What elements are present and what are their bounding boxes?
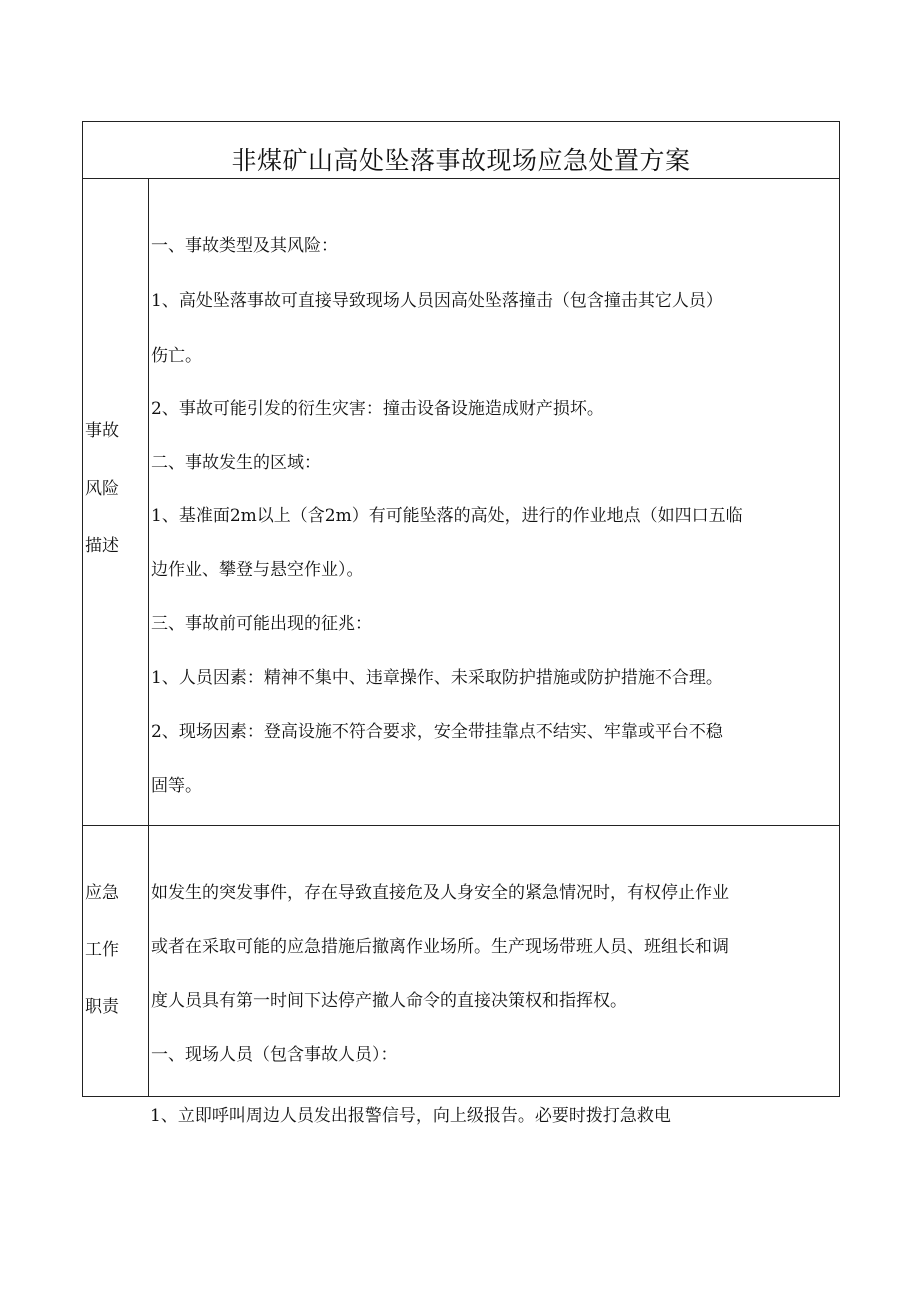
paragraph-line: 1、人员因素：精神不集中、违章操作、未采取防护措施或防护措施不合理。 bbox=[151, 668, 723, 688]
risk-description-content bbox=[149, 179, 839, 826]
document-title: 非煤矿山高处坠落事故现场应急处置方案 bbox=[83, 122, 839, 179]
section-heading: 一、现场人员（包含事故人员）： bbox=[151, 1045, 398, 1065]
risk-label-line: 风险 bbox=[85, 479, 119, 499]
emergency-label-line: 职责 bbox=[85, 997, 119, 1017]
paragraph-line: 伤亡。 bbox=[151, 346, 202, 366]
section-heading: 二、事故发生的区域： bbox=[151, 453, 321, 473]
emergency-duty-content bbox=[149, 826, 839, 1096]
risk-description-label bbox=[83, 179, 149, 826]
risk-label-line: 描述 bbox=[85, 536, 119, 556]
emergency-label-line: 工作 bbox=[85, 940, 119, 960]
paragraph-line: 固等。 bbox=[151, 776, 202, 796]
paragraph-line: 1、立即呼叫周边人员发出报警信号，向上级报告。必要时拨打急救电 bbox=[150, 1106, 671, 1126]
paragraph-line: 1、高处坠落事故可直接导致现场人员因高处坠落撞击（包含撞击其它人员） bbox=[151, 291, 723, 311]
paragraph-line: 度人员具有第一时间下达停产撤人命令的直接决策权和指挥权。 bbox=[151, 991, 627, 1011]
paragraph-line: 边作业、攀登与悬空作业）。 bbox=[151, 560, 364, 580]
paragraph-line: 1、基准面2m以上（含2m）有可能坠落的高处，进行的作业地点（如四口五临 bbox=[151, 506, 743, 526]
paragraph-line: 或者在采取可能的应急措施后撤离作业场所。生产现场带班人员、班组长和调 bbox=[151, 937, 729, 957]
paragraph-line: 2、现场因素：登高设施不符合要求，安全带挂靠点不结实、牢靠或平台不稳 bbox=[151, 722, 723, 742]
emergency-label-line: 应急 bbox=[85, 883, 119, 903]
risk-label-line: 事故 bbox=[85, 421, 119, 441]
section-heading: 一、事故类型及其风险： bbox=[151, 236, 338, 256]
paragraph-line: 2、事故可能引发的衍生灾害：撞击设备设施造成财产损坏。 bbox=[151, 399, 604, 419]
emergency-duty-label bbox=[83, 826, 149, 1096]
emergency-plan-table bbox=[82, 121, 840, 1097]
paragraph-line: 如发生的突发事件，存在导致直接危及人身安全的紧急情况时，有权停止作业 bbox=[151, 883, 729, 903]
section-heading: 三、事故前可能出现的征兆： bbox=[151, 614, 372, 634]
